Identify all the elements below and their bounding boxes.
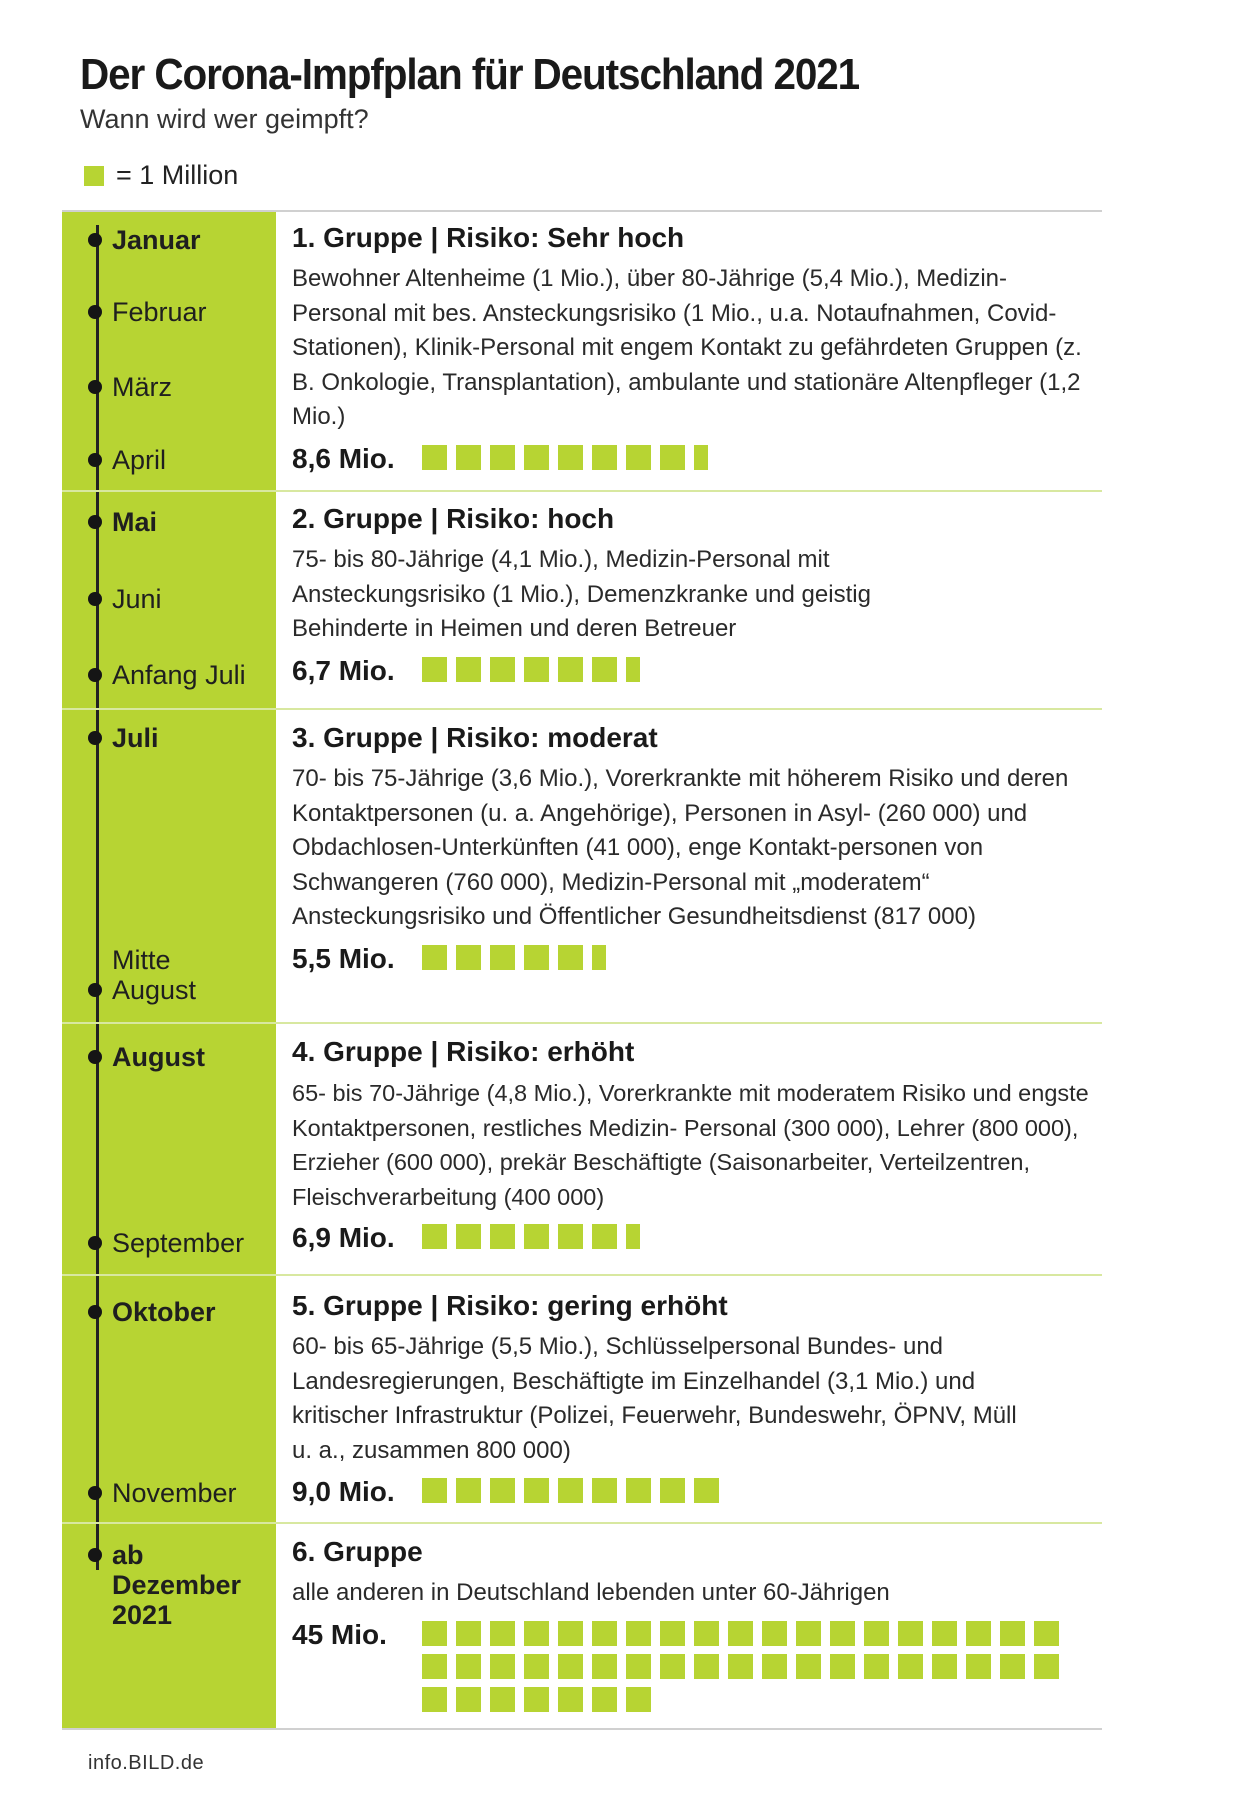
group-count: [292, 442, 1092, 474]
timeline-dot-icon: [88, 983, 102, 997]
divider: [62, 210, 1102, 212]
divider: [62, 1022, 1102, 1024]
million-square: [456, 445, 481, 470]
million-square: [592, 657, 617, 682]
group-count: [292, 654, 1092, 686]
million-square: [558, 1621, 583, 1646]
group-count-label: 5,5 Mio.: [292, 942, 395, 974]
million-square: [558, 445, 583, 470]
million-square: [660, 1654, 685, 1679]
group-count-label: 6,9 Mio.: [292, 1222, 395, 1253]
timeline-dot-icon: [88, 1486, 102, 1500]
million-square: [694, 1478, 719, 1503]
million-square: [422, 1621, 447, 1646]
million-square: [490, 1224, 515, 1249]
million-square: [626, 445, 651, 470]
million-square: [728, 1621, 753, 1646]
timeline-dot-icon: [88, 1548, 102, 1562]
timeline-month: März: [88, 372, 172, 402]
million-square: [558, 657, 583, 682]
million-square: [796, 1621, 821, 1646]
million-square: [456, 1478, 481, 1503]
group-description: Bewohner Altenheime (1 Mio.), über 80-Jährige (5,4 Mio.), Medizin-Personal mit bes. Ansteckungsrisiko (1 Mio., u.a. Notaufnahmen, Covid-Stationen), Klinik-Personal mit engem Kontakt zu gefährdeten Gruppen (z. B. Onkologie, Transplantation), ambulante und stationäre Altenpfleger (1,2 Mio.): [292, 265, 1082, 430]
million-square: [558, 945, 583, 970]
million-square: [762, 1654, 787, 1679]
timeline-month: Juli: [88, 723, 159, 753]
million-square: [592, 445, 617, 470]
divider: [62, 1522, 1102, 1524]
timeline-month: April: [88, 445, 166, 475]
million-square: [456, 1654, 481, 1679]
million-square: [490, 445, 515, 470]
million-square: [456, 1621, 481, 1646]
timeline-month: Oktober: [88, 1297, 216, 1327]
group-4: [292, 1036, 1092, 1252]
million-squares: [422, 1478, 1092, 1503]
million-square: [592, 1687, 617, 1712]
million-square: [422, 1478, 447, 1503]
group-title: 6. Gruppe: [292, 1536, 423, 1567]
group-title: 2. Gruppe | Risiko: hoch: [292, 503, 615, 534]
million-square: [490, 1654, 515, 1679]
timeline-month: Mitte August: [88, 945, 242, 1005]
group-3: [292, 722, 1092, 973]
partial-million-square: [626, 1224, 640, 1249]
million-square: [456, 1224, 481, 1249]
legend-square-icon: [84, 166, 104, 186]
million-square: [422, 945, 447, 970]
divider: [62, 708, 1102, 710]
million-square: [694, 1621, 719, 1646]
million-square: [524, 445, 549, 470]
million-square: [830, 1621, 855, 1646]
million-square: [966, 1654, 991, 1679]
million-square: [626, 1621, 651, 1646]
million-square: [490, 657, 515, 682]
million-square: [660, 445, 685, 470]
million-square: [864, 1654, 889, 1679]
million-squares: [422, 945, 1092, 970]
million-square: [626, 1654, 651, 1679]
timeline-month: Januar: [88, 225, 201, 255]
group-count: [292, 1618, 1092, 1712]
million-square: [660, 1621, 685, 1646]
timeline-month: ab Dezember 2021: [88, 1540, 262, 1630]
group-count-label: 8,6 Mio.: [292, 442, 395, 474]
timeline-dot-icon: [88, 380, 102, 394]
million-square: [490, 1621, 515, 1646]
timeline-dot-icon: [88, 1050, 102, 1064]
million-square: [422, 445, 447, 470]
timeline-dot-icon: [88, 233, 102, 247]
million-square: [524, 1621, 549, 1646]
million-square: [1034, 1621, 1059, 1646]
million-square: [694, 1654, 719, 1679]
timeline-dot-icon: [88, 592, 102, 606]
group-title: 5. Gruppe | Risiko: gering erhöht: [292, 1290, 728, 1321]
group-count: [292, 1478, 1092, 1506]
group-5: [292, 1290, 1092, 1506]
million-square: [422, 657, 447, 682]
group-description: 65- bis 70-Jährige (4,8 Mio.), Vorerkrankte mit moderatem Risiko und engste Kontaktpersonen, restliches Medizin- Personal (300 000), Lehrer (800 000), Erzieher (600 000), prekär Beschäftigte (Saisonarbeiter, Verteilzentren, Fleischverarbeitung (400 000): [292, 1080, 1089, 1210]
timeline-dot-icon: [88, 1305, 102, 1319]
partial-million-square: [592, 945, 606, 970]
million-square: [524, 945, 549, 970]
million-square: [524, 1224, 549, 1249]
million-square: [592, 1621, 617, 1646]
million-square: [558, 1478, 583, 1503]
million-square: [898, 1621, 923, 1646]
million-square: [592, 1224, 617, 1249]
million-square: [422, 1687, 447, 1712]
million-square: [592, 1654, 617, 1679]
timeline-dot-icon: [88, 1236, 102, 1250]
million-square: [456, 1687, 481, 1712]
million-square: [1000, 1621, 1025, 1646]
timeline-month: November: [88, 1478, 237, 1508]
timeline-dot-icon: [88, 305, 102, 319]
million-square: [490, 1687, 515, 1712]
group-description: 75- bis 80-Jährige (4,1 Mio.), Medizin-Personal mit Ansteckungsrisiko (1 Mio.), Demenzkranke und geistig Behinderte in Heimen und deren Betreuer: [292, 546, 871, 642]
million-square: [422, 1224, 447, 1249]
million-square: [932, 1621, 957, 1646]
timeline-line: [96, 225, 99, 1570]
divider: [62, 1274, 1102, 1276]
million-square: [898, 1654, 923, 1679]
million-squares: [422, 445, 1092, 470]
timeline-month: Anfang Juli: [88, 660, 246, 690]
group-6: [292, 1536, 1092, 1712]
timeline-month: Juni: [88, 584, 162, 614]
timeline-month: Februar: [88, 297, 207, 327]
million-square: [524, 1654, 549, 1679]
million-square: [592, 1478, 617, 1503]
page-title: Der Corona-Impfplan für Deutschland 2021: [80, 50, 860, 99]
group-1: [292, 222, 1092, 473]
million-squares: [422, 657, 1092, 682]
million-squares: [422, 1224, 1092, 1249]
million-square: [1034, 1654, 1059, 1679]
million-square: [864, 1621, 889, 1646]
million-square: [728, 1654, 753, 1679]
timeline-dot-icon: [88, 731, 102, 745]
million-square: [490, 945, 515, 970]
million-square: [626, 1478, 651, 1503]
million-square: [524, 657, 549, 682]
timeline-month: Mai: [88, 507, 157, 537]
million-square: [558, 1224, 583, 1249]
million-square: [830, 1654, 855, 1679]
million-square: [558, 1687, 583, 1712]
million-square: [558, 1654, 583, 1679]
million-square: [796, 1654, 821, 1679]
million-square: [660, 1478, 685, 1503]
million-squares: [422, 1621, 1092, 1712]
million-square: [626, 1687, 651, 1712]
million-square: [456, 945, 481, 970]
divider: [62, 490, 1102, 492]
million-square: [1000, 1654, 1025, 1679]
legend: [84, 160, 238, 191]
group-description: alle anderen in Deutschland lebenden unter 60-Jährigen: [292, 1579, 890, 1606]
divider: [62, 1728, 1102, 1730]
timeline-dot-icon: [88, 515, 102, 529]
timeline-dot-icon: [88, 453, 102, 467]
million-square: [456, 657, 481, 682]
page-subtitle: Wann wird wer geimpft?: [80, 104, 369, 134]
million-square: [762, 1621, 787, 1646]
group-title: 3. Gruppe | Risiko: moderat: [292, 722, 658, 753]
million-square: [966, 1621, 991, 1646]
partial-million-square: [626, 657, 640, 682]
partial-million-square: [694, 445, 708, 470]
million-square: [932, 1654, 957, 1679]
group-2: [292, 503, 1092, 685]
group-count-label: 45 Mio.: [292, 1618, 387, 1650]
group-description: 60- bis 65-Jährige (5,5 Mio.), Schlüsselpersonal Bundes- und Landesregierungen, Beschäftigte im Einzelhandel (3,1 Mio.) und kritischer Infrastruktur (Polizei, Feuerwehr, Bundeswehr, ÖPNV, Müll u. a., zusammen 800 000): [292, 1333, 1017, 1464]
group-title: 1. Gruppe | Risiko: Sehr hoch: [292, 222, 685, 253]
group-count: [292, 942, 1092, 974]
timeline-month: September: [88, 1228, 244, 1258]
timeline-dot-icon: [88, 668, 102, 682]
million-square: [524, 1687, 549, 1712]
group-description: 70- bis 75-Jährige (3,6 Mio.), Vorerkrankte mit höherem Risiko und deren Kontaktpersonen (u. a. Angehörige), Personen in Asyl- (260 000) und Obdachlosen-Unterkünften (41 000), enge Kontakt-personen von Schwangeren (760 000), Medizin-Personal mit „moderatem“ Ansteckungsrisiko und Öffentlicher Gesundheitsdienst (817 000): [292, 765, 1069, 930]
group-count-label: 6,7 Mio.: [292, 654, 395, 686]
timeline-month: August: [88, 1042, 205, 1072]
legend-label: = 1 Million: [116, 160, 239, 190]
million-square: [422, 1654, 447, 1679]
million-square: [524, 1478, 549, 1503]
group-title: 4. Gruppe | Risiko: erhöht: [292, 1036, 635, 1067]
source-credit: info.BILD.de: [88, 1752, 205, 1774]
million-square: [490, 1478, 515, 1503]
group-count: [292, 1224, 1092, 1252]
group-count-label: 9,0 Mio.: [292, 1476, 395, 1507]
